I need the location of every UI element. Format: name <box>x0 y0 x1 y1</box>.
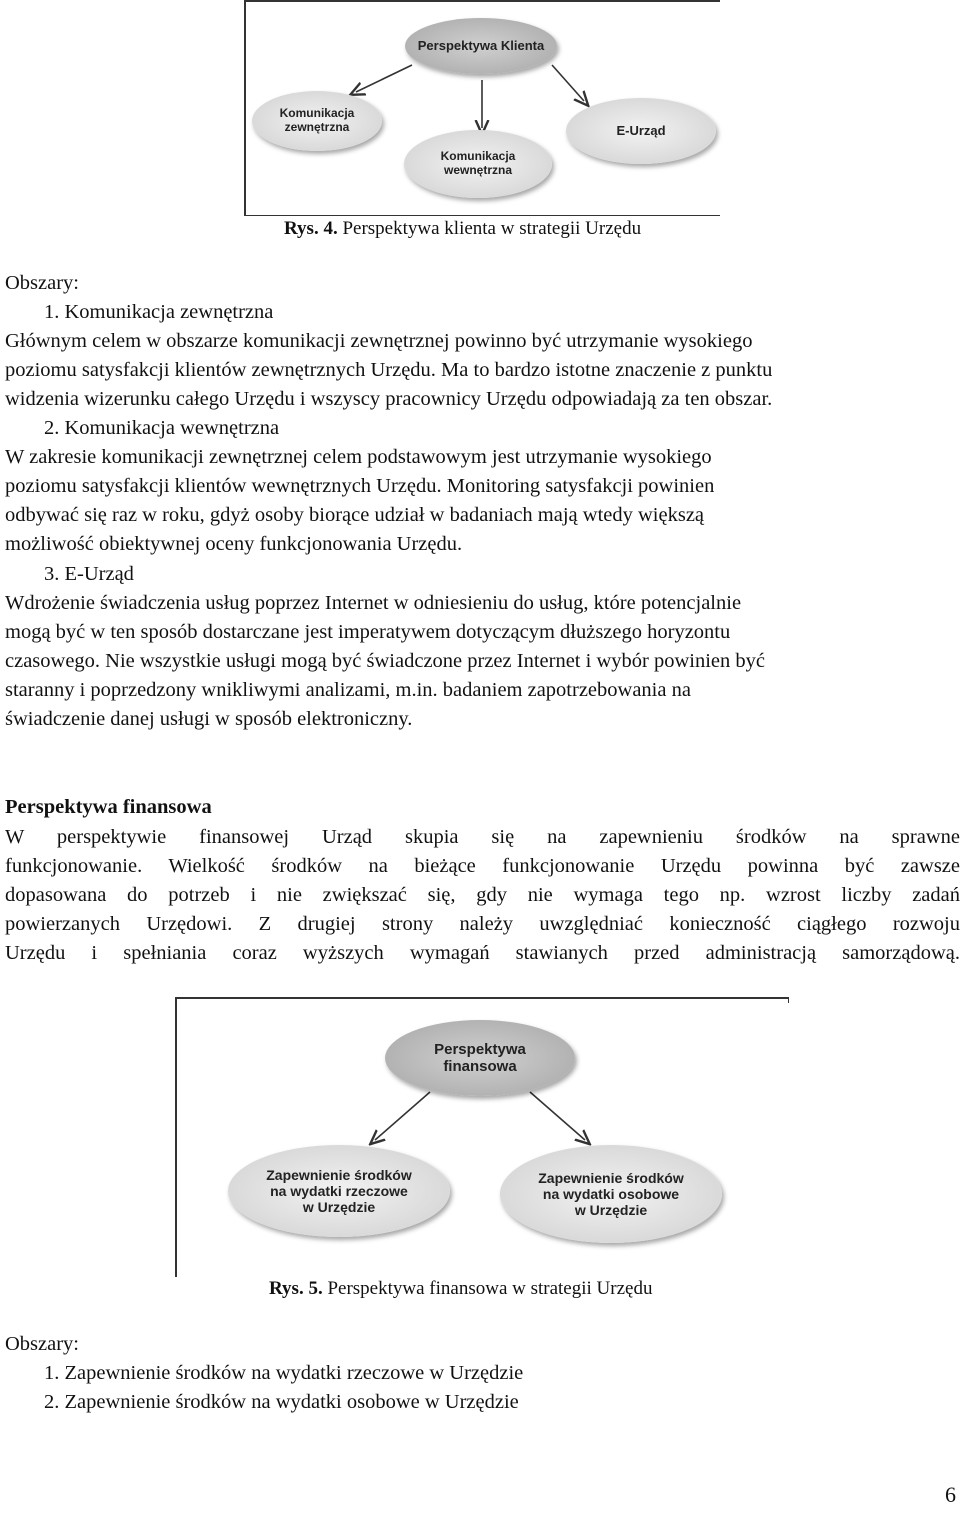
paragraph-line: W perspektywie finansowej Urząd skupia się na zapewnieniu środków na sprawne <box>5 826 960 848</box>
arrow-to-personnel-expenses <box>530 1092 585 1140</box>
node-e-office: E-Urząd <box>566 98 716 164</box>
paragraph-line: możliwość obiektywnej oceny funkcjonowania Urzędu. <box>5 533 463 555</box>
paragraph-line: widzenia wizerunku całego Urzędu i wszyscy pracownicy Urzędu odpowiadają za ten obszar. <box>5 388 773 410</box>
node-material-expenses: Zapewnienie środków na wydatki rzeczowe w Urzędzie <box>228 1145 450 1237</box>
item-3-title: 3. E-Urząd <box>44 563 134 585</box>
paragraph-line: poziomu satysfakcji klientów zewnętrznych Urzędu. Ma to bardzo istotne znaczenie z punktu <box>5 359 773 381</box>
node-internal-communication: Komunikacja wewnętrzna <box>404 130 552 198</box>
paragraph-line: powierzanych Urzędowi. Z drugiej strony należy uwzględniać konieczność ciągłego rozwoju <box>5 913 960 935</box>
item-2-title: 2. Komunikacja wewnętrzna <box>44 417 280 439</box>
paragraph-line: świadczenie danej usługi w sposób elektroniczny. <box>5 708 413 730</box>
paragraph-line: W zakresie komunikacji zewnętrznej celem podstawowym jest utrzymanie wysokiego <box>5 446 712 468</box>
paragraph-line: poziomu satysfakcji klientów wewnętrznych Urzędu. Monitoring satysfakcji powinien <box>5 475 715 497</box>
arrow-to-left <box>356 65 412 92</box>
paragraph-line: mogą być w ten sposób dostarczane jest imperatywem dotyczącym dłuższego horyzontu <box>5 621 731 643</box>
paragraph-line: Wdrożenie świadczenia usług poprzez Internet w odniesieniu do usług, które potencjalnie <box>5 592 742 614</box>
areas-heading-2: Obszary: <box>5 1333 80 1355</box>
arrow-to-material-expenses <box>375 1092 430 1140</box>
paragraph-line: czasowego. Nie wszystkie usługi mogą być świadczone przez Internet i wybór powinien być <box>5 650 765 672</box>
paragraph-line: Urzędu i spełniania coraz wyższych wymagań stawianych przed administracją samorządową. <box>5 942 960 964</box>
item-1-title: 1. Komunikacja zewnętrzna <box>44 301 274 323</box>
paragraph-line: Głównym celem w obszarze komunikacji zewnętrznej powinno być utrzymanie wysokiego <box>5 330 753 352</box>
node-external-communication: Komunikacja zewnętrzna <box>252 91 382 151</box>
node-personnel-expenses: Zapewnienie środków na wydatki osobowe w Urzędzie <box>500 1145 722 1243</box>
paragraph-line: funkcjonowanie. Wielkość środków na bieżące funkcjonowanie Urzędu powinna być zawsze <box>5 855 960 877</box>
node-finance-perspective: Perspektywa finansowa <box>385 1020 575 1096</box>
finance-heading: Perspektywa finansowa <box>5 796 212 818</box>
node-customer-perspective: Perspektywa Klienta <box>405 18 557 74</box>
page-number: 6 <box>945 1482 956 1507</box>
figure-1-caption: Rys. 4. Perspektywa klienta w strategii Urzędu <box>284 218 642 239</box>
paragraph-line: dopasowana do potrzeb i nie zwiększać się, gdy nie wymaga tego np. wzrost liczby zadań <box>5 884 960 906</box>
list-item: 1. Zapewnienie środków na wydatki rzeczowe w Urzędzie <box>44 1362 524 1384</box>
arrow-to-right <box>552 65 584 101</box>
areas-heading-1: Obszary: <box>5 272 80 294</box>
paragraph-line: staranny i poprzedzony wnikliwymi analizami, m.in. badaniem zapotrzebowania na <box>5 679 691 701</box>
figure-2-caption: Rys. 5. Perspektywa finansowa w strategii Urzędu <box>269 1278 653 1299</box>
paragraph-line: odbywać się raz w roku, gdyż osoby biorące udział w badaniach mają wtedy większą <box>5 504 705 526</box>
list-item: 2. Zapewnienie środków na wydatki osobowe w Urzędzie <box>44 1391 519 1413</box>
